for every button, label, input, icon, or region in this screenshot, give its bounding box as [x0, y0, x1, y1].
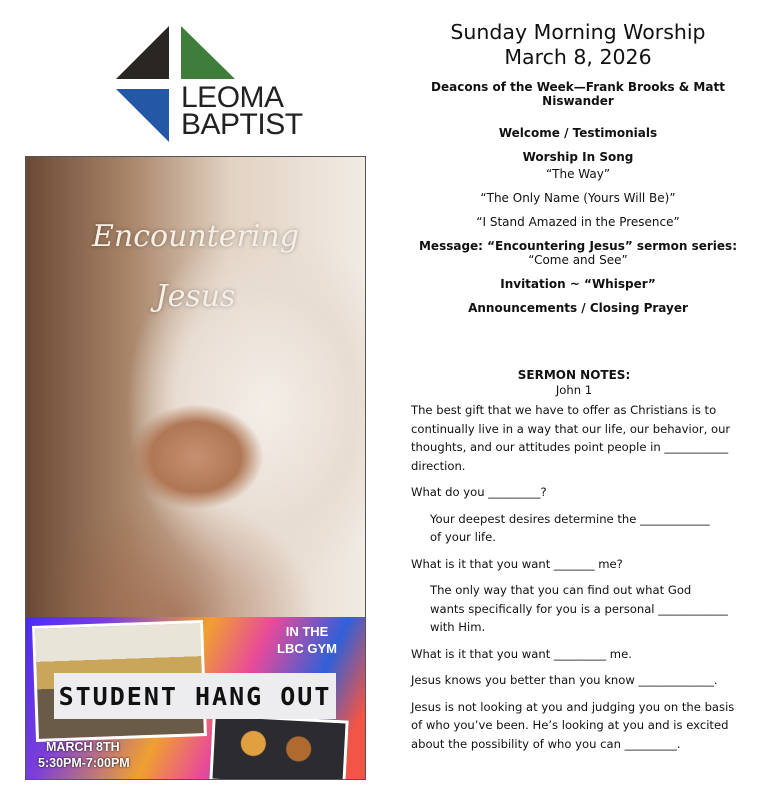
logo-line-2: BAPTIST	[181, 108, 303, 141]
deacons: Deacons of the Week—Frank Brooks & Matt Niswander	[431, 80, 725, 108]
hero-image	[26, 157, 365, 617]
message-title: “Come and See”	[528, 253, 628, 267]
event-time: 5:30PM-7:00PM	[38, 756, 130, 770]
song: “The Only Name (Yours Will Be)”	[480, 191, 676, 205]
hero-title-line-1: Encountering	[92, 219, 299, 254]
sermon-notes	[411, 368, 749, 761]
message: Message: “Encountering Jesus” sermon series:	[418, 239, 737, 253]
order-of-worship	[405, 20, 751, 315]
logo-line-1: LEOMA	[181, 81, 284, 114]
logo-text	[181, 81, 303, 141]
flyer-panel	[25, 156, 366, 780]
hero-title-line-2: Jesus	[155, 279, 236, 314]
note-item: The only way that you can find out what God wants specifically for you is a personal ____________ with Him.	[430, 583, 728, 634]
note-item: Your deepest desires determine the ____________ of your life.	[430, 511, 710, 544]
location-line-1: IN THE	[285, 624, 329, 639]
note-item: Jesus knows you better than you know _____________.	[411, 673, 718, 687]
service-title: Sunday Morning Worship	[450, 20, 706, 44]
event-title: STUDENT HANG OUT	[54, 673, 336, 719]
event-banner	[26, 617, 365, 779]
song: “I Stand Amazed in the Presence”	[476, 215, 680, 229]
service-date: March 8, 2026	[504, 45, 652, 69]
notes-heading: SERMON NOTES:	[517, 368, 631, 382]
note-item: What do you _________?	[411, 485, 547, 499]
note-item: The best gift that we have to offer as Christians is to continually live in a way that our life, our behavior, our thoughts, and our attitudes point people in ___________ direction.	[411, 403, 731, 473]
invitation: Invitation ~ “Whisper”	[500, 277, 656, 291]
location-line-2: LBC GYM	[277, 641, 337, 656]
note-item: What is it that you want _______ me?	[411, 556, 623, 571]
snacks-photo	[209, 713, 348, 780]
note-item: Jesus is not looking at you and judging you on the basis of who you’ve been. He’s looking at you and is excited about the possibility of who you can _________.	[411, 699, 735, 751]
note-item: What is it that you want _________ me.	[411, 646, 632, 661]
song-heading: Worship In Song	[522, 150, 634, 164]
welcome: Welcome / Testimonials	[498, 126, 658, 140]
scripture: John 1	[555, 383, 593, 397]
closing: Announcements / Closing Prayer	[468, 301, 688, 315]
event-datetime	[38, 739, 130, 771]
church-logo	[114, 24, 303, 144]
song: “The Way”	[545, 167, 611, 181]
event-location	[277, 623, 337, 657]
event-date: MARCH 8TH	[46, 740, 120, 754]
